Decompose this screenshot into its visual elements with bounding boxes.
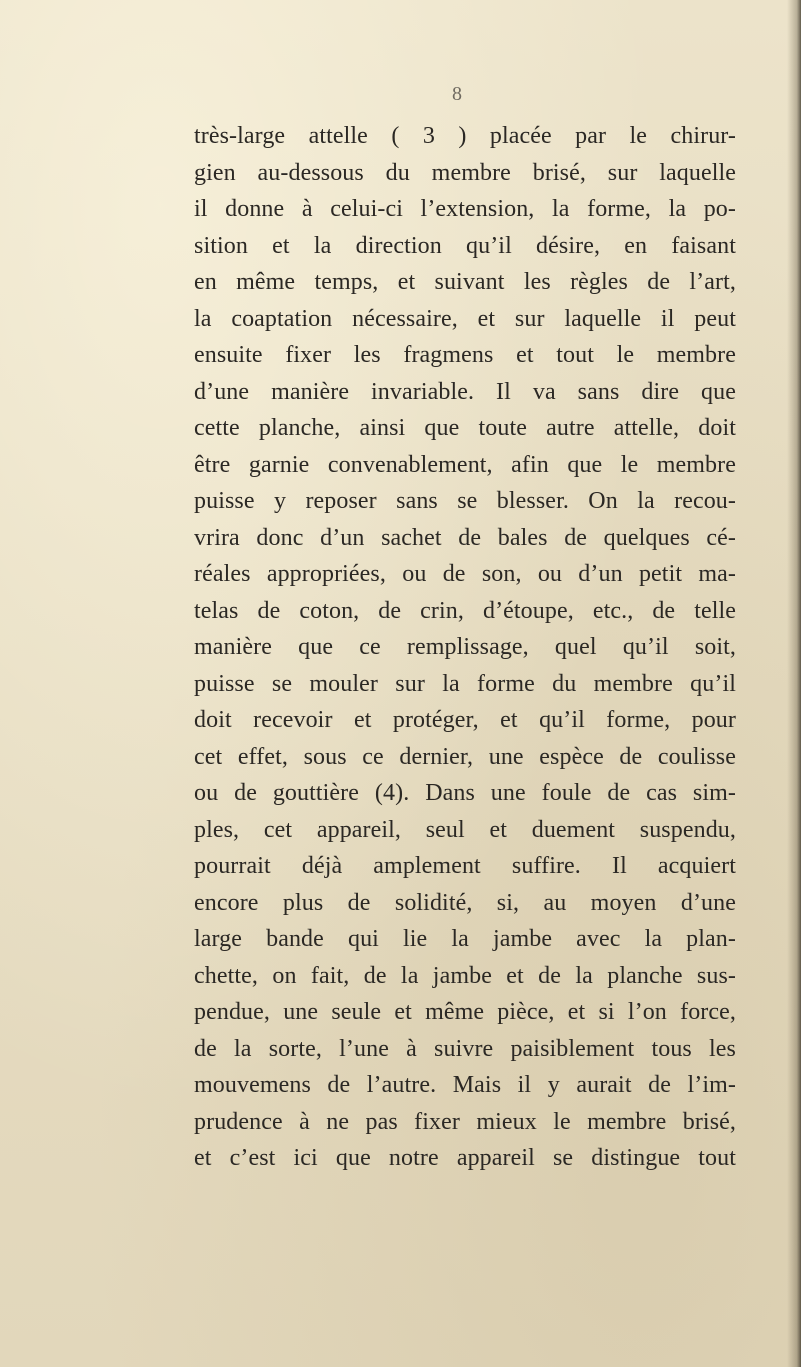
text-line: ensuite fixer les fragmens et tout le membre (194, 342, 736, 368)
text-line: ou de gouttière (4). Dans une foule de cas sim- (194, 780, 736, 806)
text-line: être garnie convenablement, afin que le membre (194, 451, 736, 478)
text-line: très-large attelle ( 3 ) placée par le chirur- (194, 123, 736, 149)
text-line: puisse y reposer sans se blesser. On la recou- (194, 488, 736, 514)
text-line: cette planche, ainsi que toute autre attelle, doit (194, 415, 736, 441)
text-line: large bande qui lie la jambe avec la plan- (194, 926, 736, 952)
text-line: vrira donc d’un sachet de bales de quelques cé- (194, 524, 736, 551)
text-line: doit recevoir et protéger, et qu’il forme, pour (194, 707, 736, 733)
text-line: et c’est ici que notre appareil se distingue tout (194, 1145, 736, 1171)
text-line: ples, cet appareil, seul et duement suspendu, (194, 816, 736, 843)
text-line: pendue, une seule et même pièce, et si l’on force, (194, 999, 736, 1025)
text-line: il donne à celui-ci l’extension, la forme, la po- (194, 196, 736, 222)
text-line: telas de coton, de crin, d’étoupe, etc., de telle (194, 597, 736, 624)
text-line: pourrait déjà amplement suffire. Il acquiert (194, 853, 736, 879)
text-line: de la sorte, l’une à suivre paisiblement tous les (194, 1035, 736, 1062)
text-line: sition et la direction qu’il désire, en faisant (194, 232, 736, 259)
page-number: 8 (452, 83, 462, 105)
text-line: la coaptation nécessaire, et sur laquelle il peut (194, 305, 736, 332)
text-line: mouvemens de l’autre. Mais il y aurait de l’im- (194, 1072, 736, 1098)
text-line: chette, on fait, de la jambe et de la planche sus- (194, 962, 736, 989)
text-line: cet effet, sous ce dernier, une espèce de coulisse (194, 743, 736, 770)
body-text (194, 118, 736, 1177)
text-line: manière que ce remplissage, quel qu’il soit, (194, 634, 736, 660)
text-line: en même temps, et suivant les règles de l’art, (194, 269, 736, 295)
text-line: encore plus de solidité, si, au moyen d’une (194, 889, 736, 916)
text-line: prudence à ne pas fixer mieux le membre brisé, (194, 1108, 736, 1135)
text-line: réales appropriées, ou de son, ou d’un petit ma- (194, 561, 736, 587)
page-edge-shadow (787, 0, 801, 1367)
text-line: d’une manière invariable. Il va sans dire que (194, 378, 736, 405)
text-line: puisse se mouler sur la forme du membre qu’il (194, 670, 736, 697)
text-line: gien au-dessous du membre brisé, sur laquelle (194, 159, 736, 186)
